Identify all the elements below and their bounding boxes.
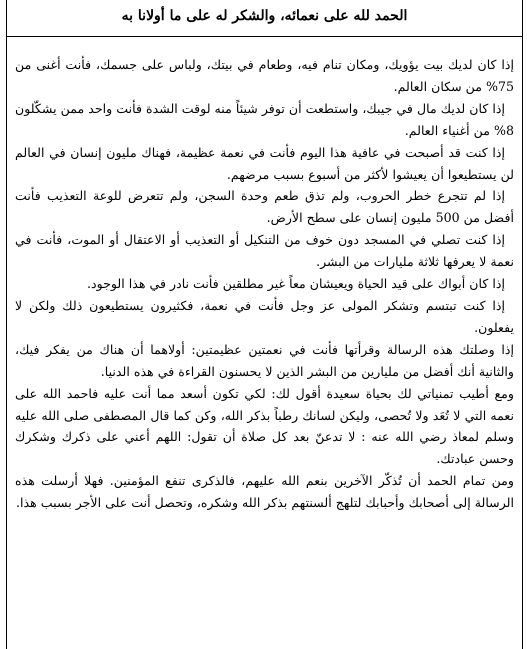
paragraph-2: إذا كان لديك مال في جيبك، واستطعت أن توفر شيئاً منه لوقت الشدة فأنت واحد ممن يشكّلون 8% من أغنياء العالم. [15,100,514,138]
document-title: الحمد لله على نعمائه، والشكر له على ما أولانا به [121,8,408,24]
document-body [7,54,522,514]
paragraph-4: إذا لم تتجرع خطر الحروب، ولم تذق طعم وحدة السجن، ولم تتعرض للوعة التعذيب فأنت أفضل من 500 مليون إنسان على سطح الأرض. [15,188,514,226]
paragraph-8: إذا وصلتك هذه الرسالة وقرأتها فأنت في نعمتين عظيمتين: أولاهما أن هناك من يفكر فيك، والثانية أنك أفضل من مليارين من البشر الذين لا يحسنون القراءة في هذه الدنيا. [15,341,514,379]
title-divider [7,36,522,37]
paragraph-3: إذا كنت قد أصبحت في عافية هذا اليوم فأنت في نعمة عظيمة، فهناك مليون إنسان في العالم لن يستطيعوا أن يعيشوا لأكثر من أسبوع بسبب مرضهم. [15,144,514,182]
paragraph-1: إذا كان لديك بيت يؤويك، ومكان تنام فيه، وطعام في بيتك، ولباس على جسمك، فأنت أغنى من 75% من سكان العالم. [15,57,514,94]
paragraph-6: إذا كان أبواك على قيد الحياة ويعيشان معاً غير مطلقين فأنت نادر في هذا الوجود. [87,276,505,292]
paragraph-9: ومع أطيب تمنياتي لك بحياة سعيدة أقول لك: لكي تكون أسعد مما أنت عليه فاحمد الله على نعمه التي لا تُعَد ولا تُحصى، وليكن لسانك رطباً بذكر الله، وكن كما قال المصطفى صلى الله عليه وسلم لمعاذ رضي الله عنه : لا تدعنّ بعد كل صلاة أن تقول: اللهم أعني على ذكرك وشكرك وحسن عبادتك. [15,385,514,467]
document-page [6,0,523,649]
paragraph-5: إذا كنت تصلي في المسجد دون خوف من التنكيل أو التعذيب أو الاعتقال أو الموت، فأنت في نعمة لا يعرفها ثلاثة مليارات من البشر. [15,232,514,270]
paragraph-10: ومن تمام الحمد أن تُذكّر الآخرين بنعم الله عليهم، فالذكرى تنفع المؤمنين. فهلا أرسلت هذه الرسالة إلى أصحابك وأحبابك لتلهج ألسنتهم بذكر الله وشكره، وتحصل أنت على الأجر بسبب هذا. [15,473,514,511]
paragraph-7: إذا كنت تبتسم وتشكر المولى عز وجل فأنت في نعمة، فكثيرون يستطيعون ذلك ولكن لا يفعلون. [15,297,514,335]
